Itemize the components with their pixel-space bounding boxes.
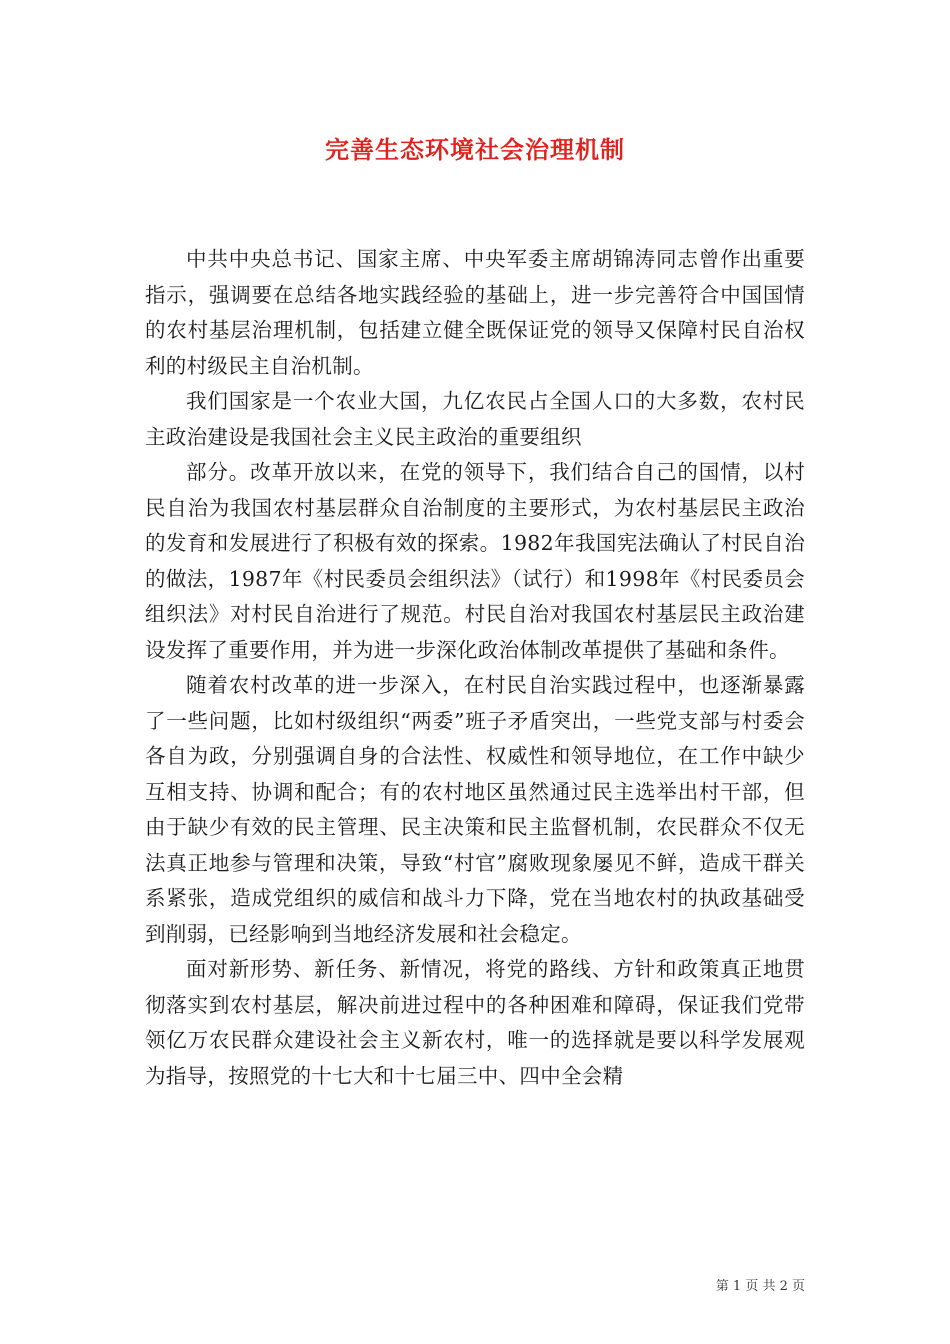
paragraph-2: 我们国家是一个农业大国，九亿农民占全国人口的大多数，农村民主政治建设是我国社会主义民主政治的重要组织 bbox=[145, 389, 805, 449]
paragraph-4: 随着农村改革的进一步深入，在村民自治实践过程中，也逐渐暴露了一些问题，比如村级组织“两委”班子矛盾突出，一些党支部与村委会各自为政，分别强调自身的合法性、权威性和领导地位，在工作中缺少互相支持、协调和配合；有的农村地区虽然通过民主选举出村干部，但由于缺少有效的民主管理、民主决策和民主监督机制，农民群众不仅无法真正地参与管理和决策，导致“村官”腐败现象屡见不鲜，造成干群关系紧张，造成党组织的威信和战斗力下降，党在当地农村的执政基础受到削弱，已经影响到当地经济发展和社会稳定。 bbox=[145, 673, 805, 946]
paragraph-1: 中共中央总书记、国家主席、中央军委主席胡锦涛同志曾作出重要指示，强调要在总结各地实践经验的基础上，进一步完善符合中国国情的农村基层治理机制，包括建立健全既保证党的领导又保障村民自治权利的村级民主自治机制。 bbox=[145, 247, 805, 378]
paragraph-3: 部分。改革开放以来，在党的领导下，我们结合自己的国情，以村民自治为我国农村基层群众自治制度的主要形式，为农村基层民主政治的发育和发展进行了积极有效的探索。1982年我国宪法确认了村民自治的做法，1987年《村民委员会组织法》（试行）和1998年《村民委员会组织法》对村民自治进行了规范。村民自治对我国农村基层民主政治建设发挥了重要作用，并为进一步深化政治体制改革提供了基础和条件。 bbox=[145, 460, 805, 662]
document-body bbox=[145, 242, 805, 1094]
document-title: 完善生态环境社会治理机制 bbox=[325, 135, 625, 164]
page-number: 第 1 页 共 2 页 bbox=[715, 1279, 805, 1294]
paragraph-5: 面对新形势、新任务、新情况，将党的路线、方针和政策真正地贯彻落实到农村基层，解决前进过程中的各种困难和障碍，保证我们党带领亿万农民群众建设社会主义新农村，唯一的选择就是要以科学发展观为指导，按照党的十七大和十七届三中、四中全会精 bbox=[145, 957, 805, 1088]
